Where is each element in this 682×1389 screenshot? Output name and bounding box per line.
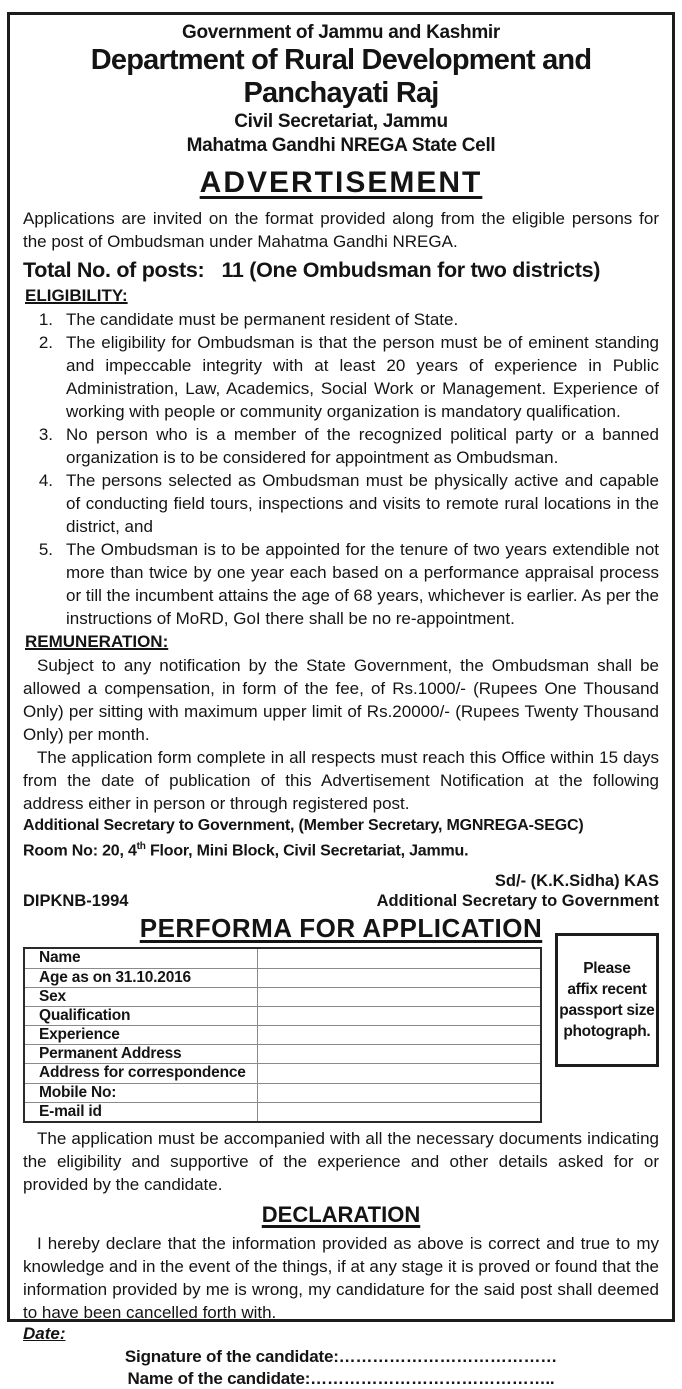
secretary-designation: Additional Secretary to Government bbox=[376, 892, 659, 911]
table-row-name: Name bbox=[25, 949, 540, 968]
closing-paragraph: The application must be accompanied with all the necessary documents indicating the eligibility and supportive of the experience and other details asked for or provided by the candidate. bbox=[23, 1129, 659, 1195]
remuneration-paragraph-1: Subject to any notification by the State Government, the Ombudsman shall be allowed a compensation, in form of the fee, of Rs.1000/- (Rupees One Thousand Only) per sitting with maximum upper limit of Rs.20000/- (Rupees Twenty Thousand Only) per month. bbox=[23, 656, 659, 744]
advertisement-page bbox=[7, 12, 675, 1388]
secretariat-line: Civil Secretariat, Jammu bbox=[234, 111, 448, 132]
remuneration-heading: REMUNERATION: bbox=[25, 632, 169, 651]
address-line-1: Additional Secretary to Government, (Member Secretary, MGNREGA-SEGC) bbox=[23, 817, 584, 834]
date-label-row bbox=[23, 1324, 659, 1344]
nrega-cell-line: Mahatma Gandhi NREGA State Cell bbox=[186, 135, 496, 156]
table-value-cell bbox=[257, 969, 540, 987]
signature-line: Signature of the candidate:………………………………… bbox=[124, 1347, 558, 1367]
signoff-block bbox=[23, 871, 659, 911]
table-row-qualification: Qualification bbox=[25, 1007, 540, 1026]
table-value-cell bbox=[257, 988, 540, 1006]
table-row-mobile: Mobile No: bbox=[25, 1084, 540, 1103]
table-row-email: E-mail id bbox=[25, 1103, 540, 1121]
date-label: Date: bbox=[23, 1324, 66, 1344]
application-table bbox=[23, 947, 542, 1123]
performa-title: PERFORMA FOR APPLICATION bbox=[139, 913, 543, 944]
table-value-cell bbox=[257, 1064, 540, 1082]
eligibility-item-4: 4. The persons selected as Ombudsman must be physically active and capable of conducting field tours, inspections and visits to remote rural locations in the district, and bbox=[38, 471, 659, 536]
table-row-sex: Sex bbox=[25, 988, 540, 1007]
government-line: Government of Jammu and Kashmir bbox=[182, 22, 500, 43]
total-posts-line bbox=[23, 258, 659, 283]
eligibility-item-1: 1. The candidate must be permanent resident of State. bbox=[38, 310, 459, 329]
eligibility-item-3: 3. No person who is a member of the recognized political party or a banned organization is to be considered for appointment as Ombudsman. bbox=[38, 425, 659, 467]
table-row-permanent-address: Permanent Address bbox=[25, 1045, 540, 1064]
eligibility-item-5: 5. The Ombudsman is to be appointed for the tenure of two years extendible not more than twice by one year each based on a performance appraisal process or till the incumbent attains the age of 68 years, whichever is earlier. As per the instructions of MoRD, GoI there shall be no re-appointment. bbox=[38, 540, 659, 628]
performa-section bbox=[23, 947, 659, 1123]
sd-line: Sd/- (K.K.Sidha) KAS bbox=[494, 872, 659, 891]
declaration-title: DECLARATION bbox=[261, 1202, 421, 1228]
dip-code: DIPKNB-1994 bbox=[23, 892, 129, 911]
eligibility-item-2: 2. The eligibility for Ombudsman is that the person must be of eminent standing and impeccable integrity with at least 20 years of experience in Public Administration, Law, Academics, Social Work or Management. Experience of working with people or community organization is mandatory qualification. bbox=[38, 333, 659, 421]
table-value-cell bbox=[257, 1103, 540, 1121]
table-row-correspondence-address: Address for correspondence bbox=[25, 1064, 540, 1083]
eligibility-list bbox=[23, 308, 659, 630]
intro-paragraph: Applications are invited on the format provided along from the eligible persons for the post of Ombudsman under Mahatma Gandhi NREGA. bbox=[23, 209, 659, 251]
table-value-cell bbox=[257, 1045, 540, 1063]
address-line-2: Room No: 20, 4th Floor, Mini Block, Civil Secretariat, Jammu. bbox=[23, 841, 469, 860]
name-line: Name of the candidate:…………………………………….. bbox=[127, 1368, 555, 1388]
remuneration-paragraph-2: The application form complete in all respects must reach this Office within 15 days from the date of publication of this Advertisement Notification at the following address either in person or through registered post. bbox=[23, 748, 659, 813]
table-value-cell bbox=[257, 949, 540, 967]
total-posts-value: 11 (One Ombudsman for two districts) bbox=[221, 258, 601, 282]
department-line: Department of Rural Development and Panchayati Raj bbox=[90, 44, 592, 109]
advertisement-title: ADVERTISEMENT bbox=[199, 166, 483, 199]
table-value-cell bbox=[257, 1084, 540, 1102]
table-row-experience: Experience bbox=[25, 1026, 540, 1045]
dip-and-designation-row bbox=[23, 891, 659, 911]
table-value-cell bbox=[257, 1026, 540, 1044]
table-value-cell bbox=[257, 1007, 540, 1025]
total-posts-label: Total No. of posts: bbox=[23, 258, 205, 282]
photo-affix-box: Please affix recent passport size photograph. bbox=[555, 933, 659, 1067]
table-row-age: Age as on 31.10.2016 bbox=[25, 969, 540, 988]
declaration-paragraph: I hereby declare that the information provided as above is correct and true to my knowledge and in the event of the things, if at any stage it is proved or found that the information provided by me is wrong, my candidature for the said post shall deemed to have been cancelled forth with. bbox=[23, 1234, 659, 1323]
eligibility-heading: ELIGIBILITY: bbox=[25, 286, 128, 305]
